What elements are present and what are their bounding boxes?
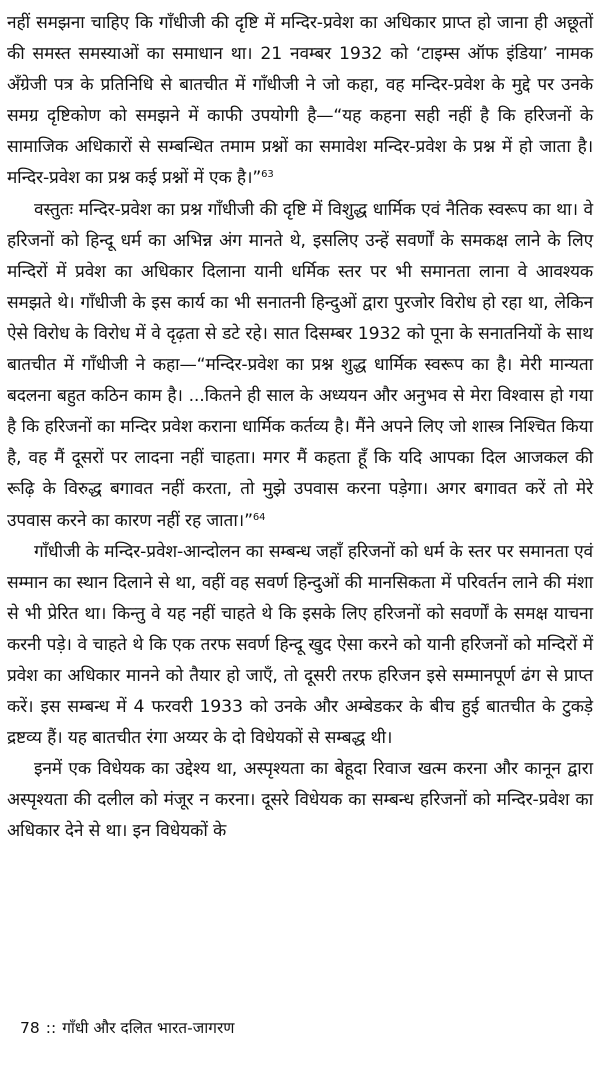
paragraph-2-text: वस्तुतः मन्दिर-प्रवेश का प्रश्न गाँधीजी की दृष्टि में विशुद्ध धार्मिक एवं नैतिक स्वरूप का था। वे हरिजनों को हिन्दू धर्म का अभिन्न अंग मानते थे, इसलिए उन्हें सवर्णों के समकक्ष लाने के लिए मन्दिरों में प्रवेश का अधिकार दिलाना यानी धर्मिक स्तर पर भी समानता लाना वे आवश्यक समझते थे। गाँधीजी के इस कार्य का भी सनातनी हिन्दुओं द्वारा पुरजोर विरोध हो रहा था, लेकिन ऐसे विरोध के विरोध में वे दृढ़ता से डटे रहे। सात दिसम्बर 1932 को पूना के सनातनियों के साथ बातचीत में गाँधीजी ने कहा—“मन्दिर-प्रवेश का प्रश्न शुद्ध धार्मिक स्वरूप का है। मेरी मान्यता बदलना बहुत कठिन काम है। ...कितने ही साल के अध्ययन और अनुभव से मेरा विश्वास हो गया है कि हरिजनों का मन्दिर प्रवेश कराना धार्मिक कर्तव्य है। मैंने अपने लिए जो शास्त्र निश्चित किया है, वह मैं दूसरों पर लादना नहीं चाहता। मगर मैं कहता हूँ कि यदि आपका दिल आजकल की रूढ़ि के विरुद्ध बगावत नहीं करता, तो मुझे उपवास करना पड़ेगा। अगर बगावत करें तो मेरे उपवास करने का कारण नहीं रह जाता।” <box>7 199 593 531</box>
paragraph-4-text: इनमें एक विधेयक का उद्देश्य था, अस्पृश्यता का बेहूदा रिवाज खत्म करना और कानून द्वारा अस्पृश्यता की दलील को मंजूर न करना। दूसरे विधेयक का सम्बन्ध हरिजनों को मन्दिर-प्रवेश का अधिकार देने से था। इन विधेयकों के <box>7 759 593 842</box>
paragraph-2 <box>7 195 593 537</box>
page-number: 78 <box>20 1019 40 1037</box>
paragraph-1-text: नहीं समझना चाहिए कि गाँधीजी की दृष्टि में मन्दिर-प्रवेश का अधिकार प्राप्त हो जाना ही अछूतों की समस्त समस्याओं का समाधान था। 21 नवम्बर 1932 को ‘टाइम्स ऑफ इंडिया’ नामक अँग्रेजी पत्र के प्रतिनिधि से बातचीत में गाँधीजी ने जो कहा, वह मन्दिर-प्रवेश के मुद्दे पर उनके समग्र दृष्टिकोण को समझने में काफी उपयोगी है—“यह कहना सही नहीं है कि हरिजनों के सामाजिक अधिकारों से सम्बन्धित तमाम प्रश्नों का समावेश मन्दिर-प्रवेश के प्रश्न में हो जाता है। मन्दिर-प्रवेश का प्रश्न कई प्रश्नों में एक है।” <box>7 13 593 189</box>
footer-separator: :: <box>45 1019 57 1037</box>
paragraph-3-text: गाँधीजी के मन्दिर-प्रवेश-आन्दोलन का सम्बन्ध जहाँ हरिजनों को धर्म के स्तर पर समानता एवं सम्मान का स्थान दिलाने से था, वहीं वह सवर्ण हिन्दुओं की मानसिकता में परिवर्तन लाने की मंशा से भी प्रेरित था। किन्तु वे यह नहीं चाहते थे कि इसके लिए हरिजनों को सवर्णों के समक्ष याचना करनी पड़े। वे चाहते थे कि एक तरफ सवर्ण हिन्दू खुद ऐसा करने को यानी हरिजनों को मन्दिरों में प्रवेश का अधिकार मानने को तैयार हो जाएँ, तो दूसरी तरफ हरिजन इसे सम्मानपूर्ण ढंग से प्राप्त करें। इस सम्बन्ध में 4 फरवरी 1933 को उनके और अम्बेडकर के बीच हुई बातचीत के टुकड़े द्रष्टव्य हैं। यह बातचीत रंगा अय्यर के दो विधेयकों से सम्बद्ध थी। <box>7 541 593 749</box>
footnote-marker-63: 63 <box>261 169 274 181</box>
running-book-title: गाँधी और दलित भारत-जागरण <box>62 1019 235 1037</box>
page-footer <box>20 1018 241 1038</box>
paragraph-3 <box>7 537 593 755</box>
paragraph-1 <box>7 8 593 195</box>
footnote-marker-64: 64 <box>252 511 266 523</box>
paragraph-4 <box>7 754 593 847</box>
